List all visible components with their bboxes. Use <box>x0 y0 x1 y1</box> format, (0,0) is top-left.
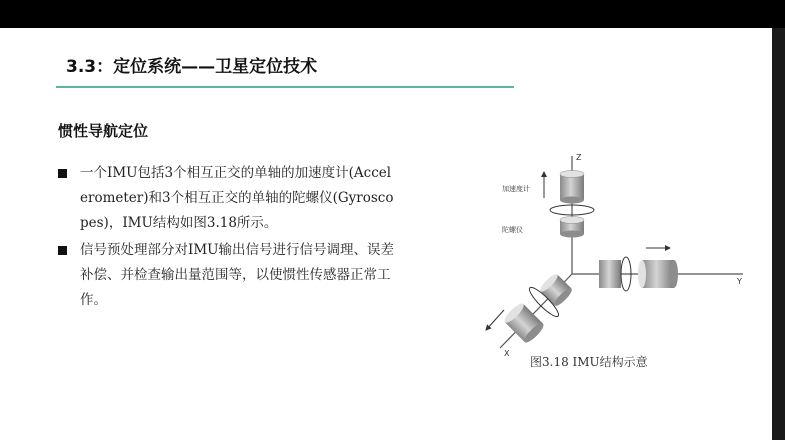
imu-diagram <box>460 116 760 356</box>
top-black-bar <box>0 0 785 28</box>
imu-structure-figure <box>460 116 760 356</box>
x-accel-arrow <box>486 310 504 330</box>
bullet-list <box>58 161 398 315</box>
accelerometer-label: 加速度计 <box>502 185 530 193</box>
bullet-text: 一个IMU包括3个相互正交的单轴的加速度计(Accelerometer)和3个相互正交的单轴的陀螺仪(Gyroscopes)，IMU结构如图3.18所示。 <box>80 165 394 231</box>
z-axis-label: Z <box>576 153 582 162</box>
z-accelerometer-cylinder <box>560 174 584 200</box>
bullet-text: 信号预处理部分对IMU输出信号进行信号调理、误差补偿、并检查输出量范围等，以使惯性传感器正常工作。 <box>80 242 395 308</box>
right-edge-bar <box>772 28 785 440</box>
y-axis-label: Y <box>737 277 742 286</box>
title-underline <box>56 86 514 88</box>
figure-caption: 图3.18 IMU结构示意 <box>530 355 648 369</box>
square-bullet-icon <box>58 246 67 255</box>
square-bullet-icon <box>58 169 67 178</box>
y-accelerometer-cylinder <box>642 260 674 288</box>
slide-title: 3.3：定位系统——卫星定位技术 <box>66 57 318 77</box>
x-axis-label: X <box>504 349 510 356</box>
bullet-item <box>58 238 398 313</box>
bullet-item <box>58 161 398 236</box>
section-heading: 惯性导航定位 <box>58 122 149 140</box>
slide <box>0 28 772 440</box>
gyroscope-label: 陀螺仪 <box>502 226 523 234</box>
